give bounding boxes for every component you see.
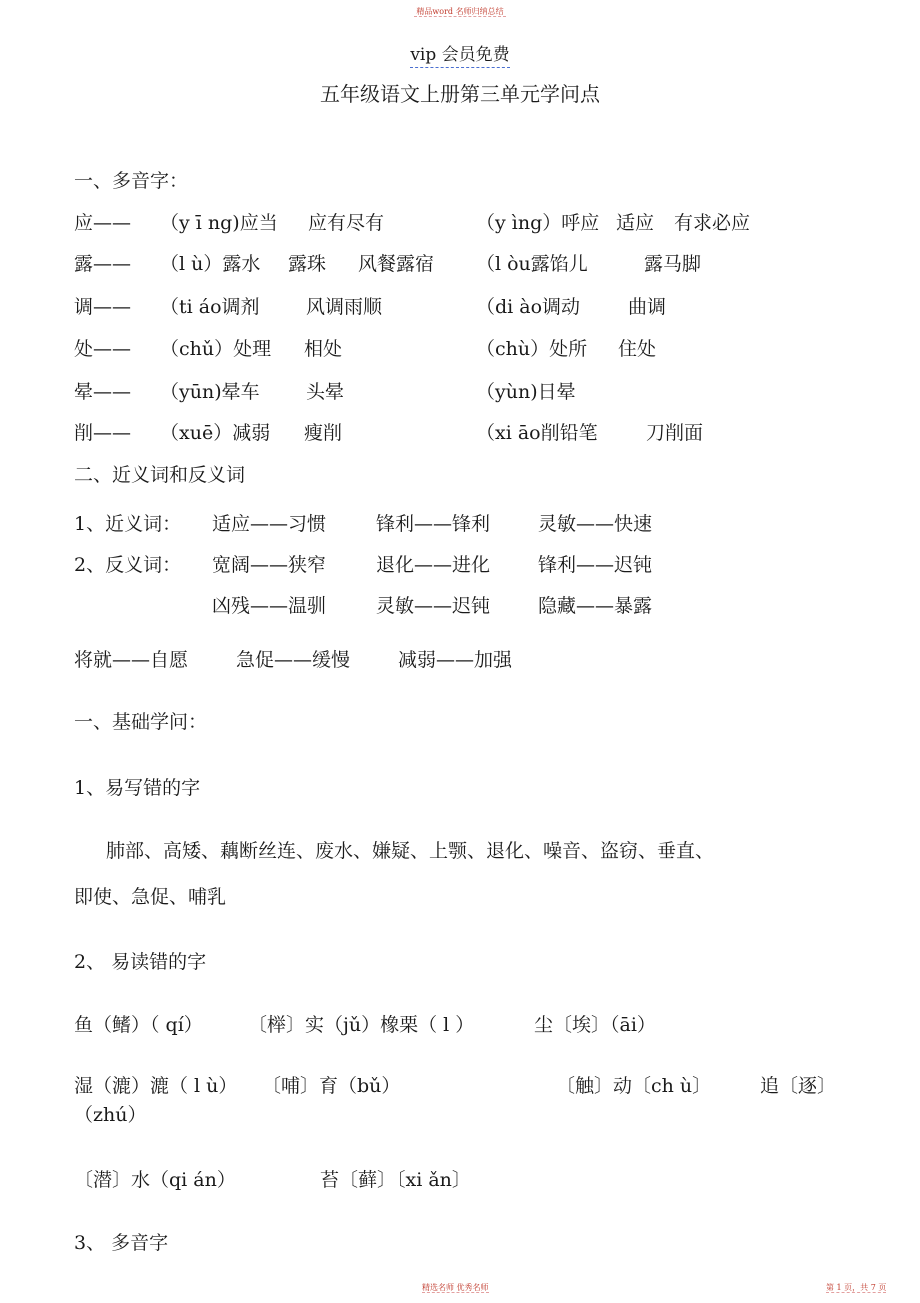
subheading: 1、易写错的字 xyxy=(74,777,201,799)
reading-item: 〔哺〕育（bǔ） xyxy=(262,1075,401,1097)
reading-item: （zhú） xyxy=(74,1104,147,1126)
word-pair: 隐藏——暴露 xyxy=(538,595,653,617)
word-pair: 灵敏——迟钝 xyxy=(376,595,491,617)
reading-item: 〔榉〕实（jǔ）橡栗（ l ） xyxy=(248,1014,475,1036)
page-title: 五年级语文上册第三单元学问点 xyxy=(320,82,600,106)
reading-item: 尘〔埃〕（āi） xyxy=(534,1014,656,1036)
antonym-label: 2、反义词： xyxy=(74,554,182,576)
subheading: 2、 易读错的字 xyxy=(74,951,207,973)
subheading: 3、 多音字 xyxy=(74,1232,169,1254)
section-heading-1: 一、多音字： xyxy=(74,170,189,192)
reading-item: 湿（漉）漉（ l ù） xyxy=(74,1075,238,1097)
section-heading-3: 一、基础学问： xyxy=(74,711,208,733)
word-pair: 适应——习惯 xyxy=(212,513,327,535)
word-pair: 减弱——加强 xyxy=(398,649,513,671)
reading-item: 追〔逐〕 xyxy=(760,1075,837,1097)
reading-item: 鱼（鳍）（ qí） xyxy=(74,1014,203,1036)
synonym-label: 1、近义词： xyxy=(74,513,182,535)
word-pair: 锋利——迟钝 xyxy=(538,554,653,576)
section-heading-2: 二、近义词和反义词 xyxy=(74,464,246,486)
word-pair: 急促——缓慢 xyxy=(236,649,351,671)
word-pair: 宽阔——狭窄 xyxy=(212,554,327,576)
vip-label[interactable]: vip 会员免费 xyxy=(0,40,920,65)
word-pair: 灵敏——快速 xyxy=(538,513,653,535)
reading-item: 〔潜〕水（qi án） xyxy=(74,1169,236,1191)
word-pair: 凶残——温驯 xyxy=(212,595,327,617)
word-pair: 将就——自愿 xyxy=(74,649,189,671)
word-pair: 锋利——锋利 xyxy=(376,513,491,535)
word-pair: 退化——进化 xyxy=(376,554,491,576)
paragraph: 肺部、高矮、藕断丝连、废水、嫌疑、上颚、退化、噪音、盗窃、垂直、 xyxy=(106,840,715,862)
footer-note: 精选名师 优秀名师 xyxy=(422,1283,489,1292)
reading-item: 苔〔藓〕〔xi ǎn〕 xyxy=(320,1169,471,1191)
paragraph: 即使、急促、哺乳 xyxy=(74,886,227,908)
reading-item: 〔触〕动〔ch ù〕 xyxy=(556,1075,712,1097)
header-note: 精品word 名师归纳总结 xyxy=(416,7,504,16)
page-number: 第 1 页，共 7 页 xyxy=(826,1283,887,1292)
